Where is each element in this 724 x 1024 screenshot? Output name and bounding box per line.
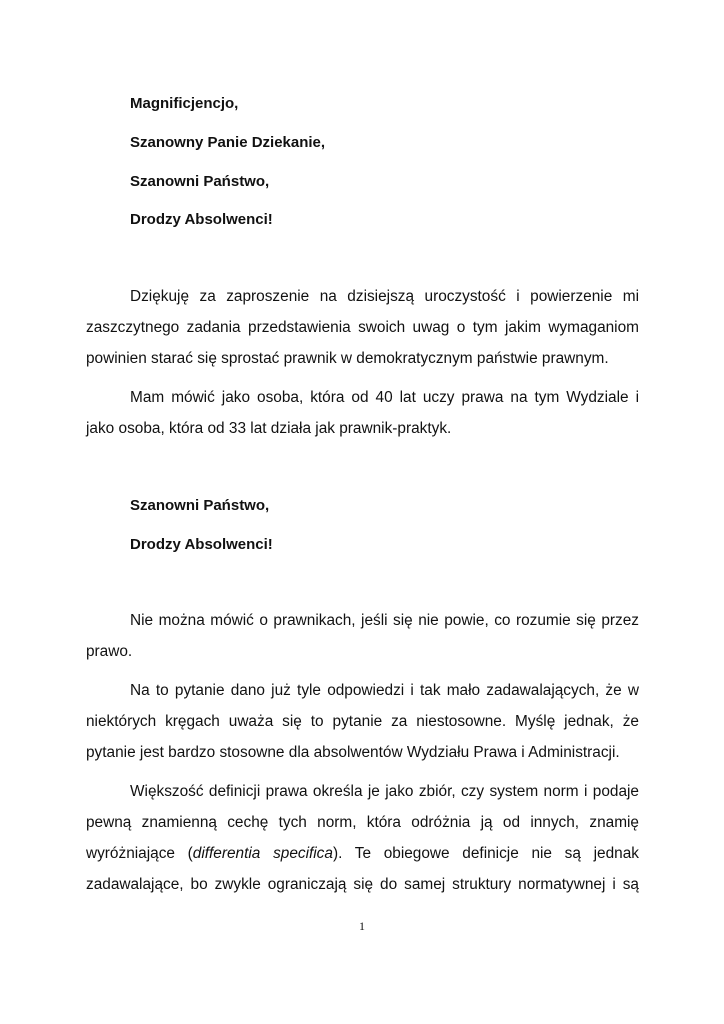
italic-latin-term: differentia specifica — [192, 845, 333, 862]
text-segment: wyróżniające ( — [86, 845, 193, 862]
salutation-ladies-gentlemen: Szanowni Państwo, — [130, 173, 270, 190]
paragraph-line: Dziękuję za zaproszenie na dzisiejszą uroczystość i powierzenie mi — [130, 288, 639, 305]
paragraph-line: powinien starać się sprostać prawnik w demokratycznym państwie prawnym. — [86, 350, 609, 367]
page-number: 1 — [359, 919, 365, 933]
paragraph-line: Mam mówić jako osoba, która od 40 lat uczy prawa na tym Wydziale i — [130, 389, 639, 406]
text-segment: ). Te obiegowe definicje nie są jednak — [332, 845, 639, 862]
paragraph-line: zaszczytnego zadania przedstawienia swoich uwag o tym jakim wymaganiom — [86, 319, 639, 336]
paragraph-line: Na to pytanie dano już tyle odpowiedzi i tak mało zadawalających, że w — [130, 682, 639, 699]
salutation-ladies-gentlemen: Szanowni Państwo, — [130, 497, 270, 514]
paragraph-line: zadawalające, bo zwykle ograniczają się do samej struktury normatywnej i są — [86, 876, 639, 893]
paragraph-line: niektórych kręgach uważa się to pytanie za niestosowne. Myślę jednak, że — [86, 713, 639, 730]
paragraph-line: Większość definicji prawa określa je jako zbiór, czy system norm i podaje — [130, 783, 639, 800]
paragraph-line: jako osoba, która od 33 lat działa jak prawnik-praktyk. — [86, 420, 452, 437]
paragraph-line: Nie można mówić o prawnikach, jeśli się nie powie, co rozumie się przez — [130, 612, 639, 629]
salutation-graduates: Drodzy Absolwenci! — [130, 211, 273, 228]
salutation-magnificence: Magnificjencjo, — [130, 95, 239, 112]
paragraph-line: prawo. — [86, 643, 133, 660]
salutation-graduates: Drodzy Absolwenci! — [130, 536, 273, 553]
paragraph-line: pytanie jest bardzo stosowne dla absolwentów Wydziału Prawa i Administracji. — [86, 744, 620, 761]
paragraph-line: pewną znamienną cechę tych norm, która odróżnia ją od innych, znamię — [86, 814, 639, 831]
salutation-dean: Szanowny Panie Dziekanie, — [130, 134, 326, 151]
paragraph-line — [86, 845, 639, 863]
